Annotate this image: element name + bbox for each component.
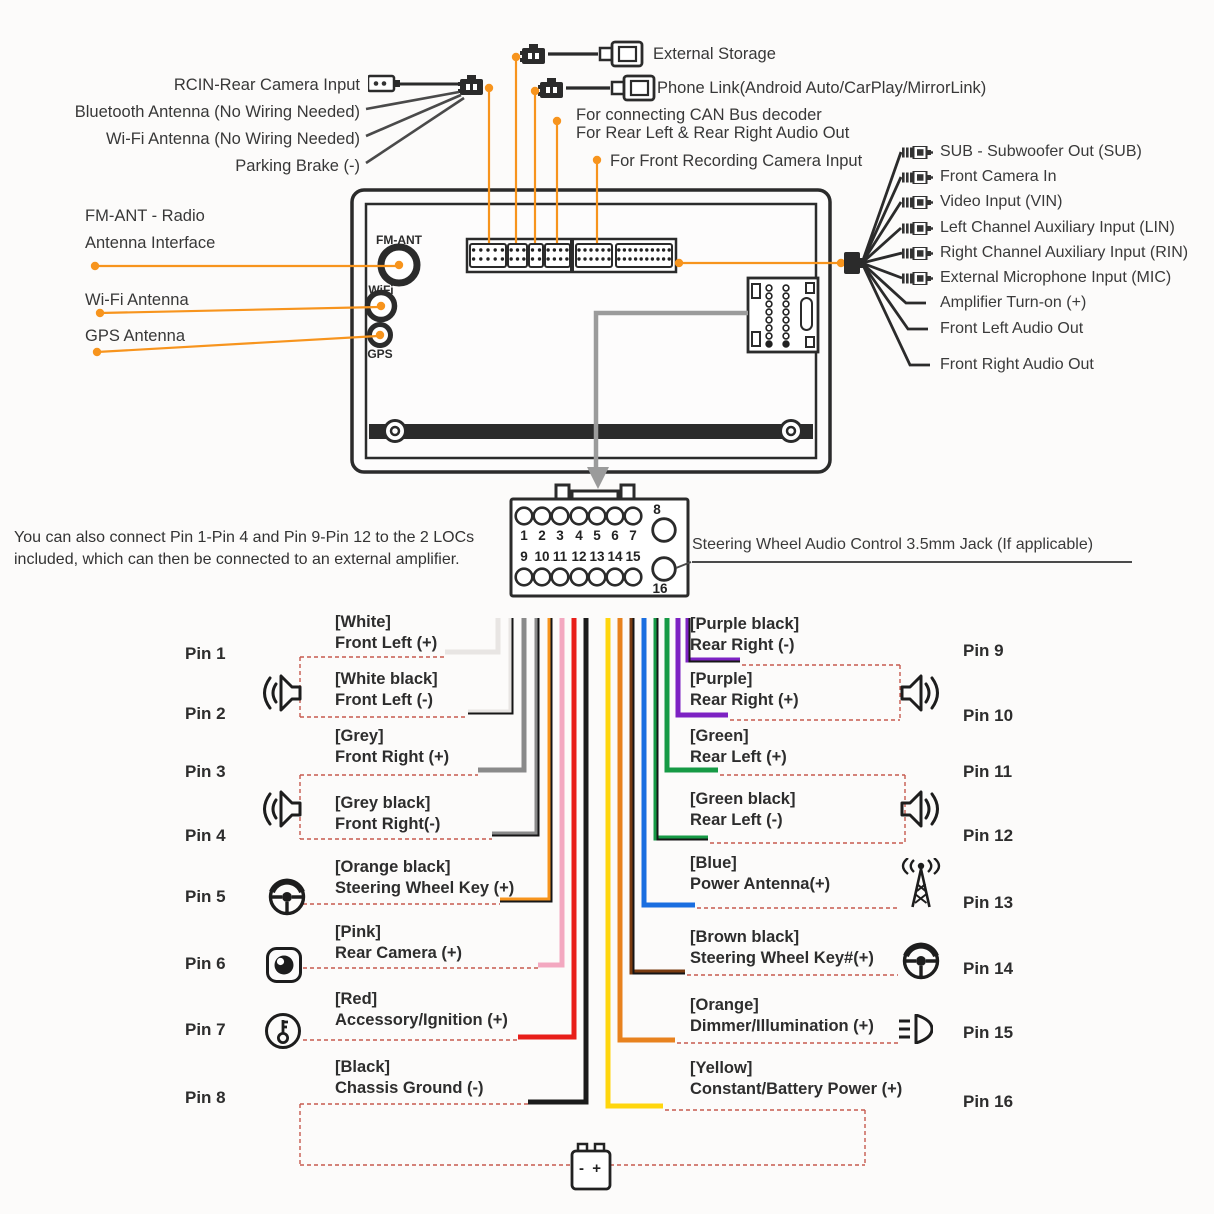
harness-number: 1: [520, 528, 528, 543]
wire-pin-2: [468, 618, 511, 712]
wire-color-name: [Green black]: [690, 790, 796, 808]
harness-number: 3: [556, 528, 564, 543]
wire-label: [690, 995, 874, 1037]
output-label: External Microphone Input (MIC): [940, 269, 1172, 286]
label-external-storage: External Storage: [653, 45, 776, 63]
strip-block: [616, 244, 672, 267]
output-label: Left Channel Auxiliary Input (LIN): [940, 219, 1175, 236]
pin-number: Pin 4: [185, 826, 226, 845]
wire-label: [690, 726, 787, 768]
rca-plug-icon: [902, 247, 933, 260]
wire-color-name: [Grey]: [335, 727, 384, 745]
pin-number: Pin 8: [185, 1088, 226, 1107]
usb-plug-icon: [520, 44, 545, 64]
harness-pin16-number: 16: [652, 581, 668, 596]
wire-function: Dimmer/Illumination (+): [690, 1017, 874, 1035]
pin16-hole: [653, 558, 676, 581]
usb-connector-icon: [612, 76, 654, 100]
port-label-fm: FM-ANT: [376, 233, 422, 247]
pin-number: Pin 11: [963, 762, 1013, 781]
usb-plug-icon: [538, 78, 563, 98]
harness-pin8-number: 8: [653, 502, 661, 517]
port-label-gps: GPS: [367, 347, 393, 361]
wire-function: Steering Wheel Key#(+): [690, 949, 874, 967]
wire-color-name: [Pink]: [335, 923, 381, 941]
harness-number: 9: [520, 549, 528, 564]
pin-number: Pin 9: [963, 641, 1004, 660]
wire-function: Power Antenna(+): [690, 875, 831, 893]
strip-block: [529, 244, 543, 267]
wire-label: [335, 726, 449, 768]
antenna-tower-icon: [903, 858, 939, 907]
steering-wheel-icon: [271, 881, 304, 914]
label-rcin: RCIN-Rear Camera Input: [173, 76, 360, 94]
ignition-key-icon: [267, 1015, 300, 1048]
wire-color-name: [Brown black]: [690, 928, 800, 946]
label-wifi-left: Wi-Fi Antenna: [85, 291, 189, 309]
external-storage-assembly: [520, 42, 642, 66]
output-label: Right Channel Auxiliary Input (RIN): [940, 244, 1189, 261]
label-front-rec-camera: For Front Recording Camera Input: [610, 152, 863, 170]
pin-number: Pin 15: [963, 1023, 1014, 1042]
side-plug-icon: [844, 252, 864, 274]
harness-number: 5: [593, 528, 601, 543]
down-arrow-icon: [587, 467, 609, 489]
wire-color-name: [Blue]: [690, 854, 737, 872]
loc-note-line2: included, which can then be connected to an external amplifier.: [14, 550, 460, 568]
wire-label: [335, 989, 508, 1031]
wire-function: Rear Right (-): [690, 636, 795, 654]
harness-number: 14: [607, 549, 623, 564]
wire-label: [335, 857, 514, 899]
loc-note-line1: You can also connect Pin 1-Pin 4 and Pin 9-Pin 12 to the 2 LOCs: [14, 529, 475, 546]
wire-function: Constant/Battery Power (+): [690, 1080, 903, 1098]
wire-label: [690, 669, 799, 711]
wire-color-name: [Red]: [335, 990, 378, 1008]
wire-color-name: [White]: [335, 613, 391, 631]
screw-icon: [385, 421, 406, 442]
wire-function: Rear Left (-): [690, 811, 783, 829]
pin-number: Pin 6: [185, 954, 226, 973]
output-label: SUB - Subwoofer Out (SUB): [940, 143, 1142, 160]
usb-connector-icon: [600, 42, 642, 66]
wire-function: Front Left (-): [335, 691, 434, 709]
wire-pin-1: [445, 618, 498, 652]
pin-number: Pin 1: [185, 644, 226, 663]
phone-link-assembly: [538, 76, 654, 100]
pin-number: Pin 5: [185, 887, 226, 906]
strip-block: [470, 244, 506, 267]
wire-function: Steering Wheel Key (+): [335, 879, 515, 897]
wire-label: [690, 614, 799, 656]
harness-number: 15: [625, 549, 641, 564]
label-parking-brake: Parking Brake (-): [235, 157, 360, 175]
wire-color-name: [Orange black]: [335, 858, 451, 876]
headlamp-icon: [899, 1015, 932, 1043]
strip-block: [576, 244, 612, 267]
pin-number: Pin 12: [963, 826, 1014, 845]
speaker-icon: [902, 676, 938, 710]
harness-number: 11: [552, 549, 568, 564]
harness-number: 12: [571, 549, 587, 564]
label-fm-radio-1: FM-ANT - Radio: [85, 207, 205, 225]
output-label: Amplifier Turn-on (+): [940, 294, 1087, 311]
wire-color-name: [Orange]: [690, 996, 759, 1014]
label-can-bus-1: For connecting CAN Bus decoder: [576, 106, 822, 124]
camera-icon: [268, 949, 301, 982]
steering-wheel-icon: [905, 945, 938, 978]
wire-color-name: [White black]: [335, 670, 438, 688]
pin8-hole: [653, 519, 676, 542]
port-label-wifi: WiFi: [368, 283, 394, 297]
rca-plug-icon: [902, 222, 933, 235]
wire-color-name: [Yellow]: [690, 1059, 753, 1077]
label-fm-radio-2: Antenna Interface: [85, 234, 216, 252]
label-gps-left: GPS Antenna: [85, 327, 185, 345]
right-output-fan: [844, 146, 933, 365]
rcin-plug-icon: [368, 76, 400, 91]
output-label: Front Left Audio Out: [940, 320, 1084, 337]
pin-number: Pin 13: [963, 893, 1014, 912]
rca-plug-icon: [902, 272, 933, 285]
harness-number: 6: [611, 528, 619, 543]
output-label: Front Right Audio Out: [940, 356, 1094, 373]
wire-color-name: [Green]: [690, 727, 749, 745]
harness-number: 4: [575, 528, 583, 543]
wire-pin-3: [478, 618, 524, 770]
harness-number: 13: [589, 549, 605, 564]
wire-label: [335, 1057, 484, 1099]
pin-number: Pin 2: [185, 704, 226, 723]
speaker-icon: [902, 792, 938, 826]
steering-jack-label: Steering Wheel Audio Control 3.5mm Jack (If applicable): [692, 536, 1132, 563]
wire-function: Rear Left (+): [690, 748, 787, 766]
wire-label: [690, 1058, 902, 1100]
speaker-icon: [265, 676, 301, 710]
wire-function: Front Right(-): [335, 815, 441, 833]
battery-polarity-label: - +: [579, 1160, 603, 1177]
speaker-icon: [265, 792, 301, 826]
wire-color-name: [Purple black]: [690, 615, 800, 633]
wire-label: [690, 853, 830, 895]
wire-function: Front Left (+): [335, 634, 438, 652]
wire-function: Chassis Ground (-): [335, 1079, 484, 1097]
label-bluetooth: Bluetooth Antenna (No Wiring Needed): [74, 103, 360, 121]
wire-function: Rear Right (+): [690, 691, 799, 709]
pin-number: Pin 7: [185, 1020, 226, 1039]
output-label: Front Camera In: [940, 168, 1057, 185]
junction-plug-icon: [458, 75, 483, 95]
label-wifi-antenna: Wi-Fi Antenna (No Wiring Needed): [105, 130, 360, 148]
label-can-bus-2: For Rear Left & Rear Right Audio Out: [576, 124, 850, 142]
wire-label: [690, 789, 795, 831]
wire-color-name: [Black]: [335, 1058, 391, 1076]
unit-bottom-bar: [369, 424, 813, 439]
wire-label: [335, 793, 440, 835]
harness-number: 7: [629, 528, 637, 543]
output-label: Video Input (VIN): [940, 193, 1063, 210]
wire-label: [335, 669, 438, 711]
harness-number: 2: [538, 528, 546, 543]
wire-color-name: [Grey black]: [335, 794, 431, 812]
pin-number: Pin 16: [963, 1092, 1014, 1111]
wire-function: Accessory/Ignition (+): [335, 1011, 508, 1029]
label-phone-link: Phone Link(Android Auto/CarPlay/MirrorLink): [657, 79, 987, 97]
wire-label: [335, 922, 462, 964]
rca-plug-icon: [902, 146, 933, 159]
rcin-assembly: [366, 75, 483, 163]
harness-number: 10: [534, 549, 550, 564]
strip-block: [545, 244, 570, 267]
loc-note: [14, 527, 474, 570]
wire-label: [335, 612, 437, 654]
pin-number: Pin 10: [963, 706, 1014, 725]
pin-number: Pin 3: [185, 762, 226, 781]
pin-number: Pin 14: [963, 959, 1014, 978]
strip-block: [508, 244, 527, 267]
screw-icon: [781, 421, 802, 442]
rca-plug-icon: [902, 171, 933, 184]
wire-function: Rear Camera (+): [335, 944, 463, 962]
rca-plug-icon: [902, 196, 933, 209]
wire-color-name: [Purple]: [690, 670, 753, 688]
wire-label: [690, 927, 874, 969]
wire-function: Front Right (+): [335, 748, 450, 766]
